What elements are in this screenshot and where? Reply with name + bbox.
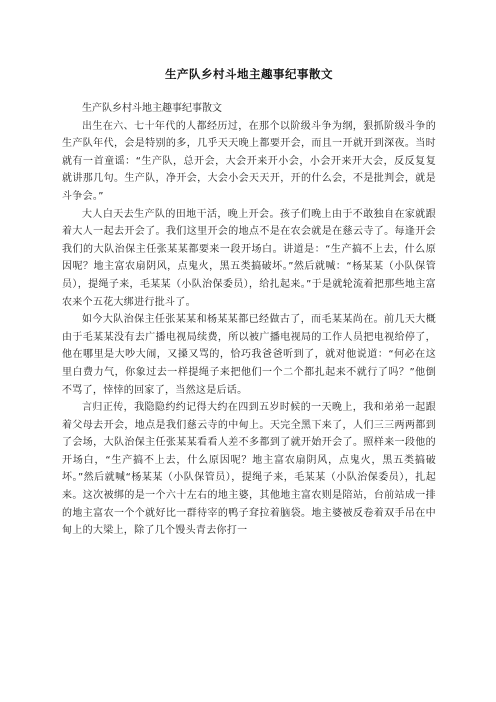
paragraph-4: 言归正传，我隐隐约约记得大约在四到五岁时候的一天晚上，我和弟弟一起跟着父母去开会，地点是我们慈云寺的中甸上。天完全黑下来了，人们三三两两都到了会场，大队治保主任张某某看看人差不多都到了就开始开会了。照样来一段他的开场白，“生产搞不上去，什么原因呢？地主富农扇阴风，点鬼火，黑五类搞破坏。”然后就喊“杨某某（小队保管员），提绳子来，毛某某（小队治保委员），扎起来。这次被绑的是一个六十左右的地主婆，其他地主富农则是陪站，台前站成一排的地主富农一个个就好比一群待宰的鸭子耷拉着脑袋。地主婆被反卷着双手吊在中甸上的大梁上，除了几个馒头青去你打一 (62, 402, 436, 537)
document-title: 生产队乡村斗地主趣事纪事散文 (165, 67, 333, 81)
paragraph-1: 出生在六、七十年代的人都经历过，在那个以阶级斗争为纲，狠抓阶级斗争的生产队年代，会是特别的多，几乎天天晚上都要开会，而且一开就开到深夜。当时就有一首童谣：“生产队，总开会，大会开来开小会，小会开来开大会，反反复复就讲那几句。生产队，净开会，大会小会天天开，开的什么会，不是批判会，就是斗争会。” (62, 120, 436, 202)
paragraph-2: 大人白天去生产队的田地干活，晚上开会。孩子们晚上由于不敢独自在家就跟着大人一起去开会了。我们这里开会的地点不是在农会就是在慈云寺了。每逢开会我们的大队治保主任张某某都要来一段开场白。讲道是：“生产搞不上去，什么原因呢？地主富农扇阴风，点鬼火，黑五类搞破坏。”然后就喊：“杨某某（小队保管员），提绳子来，毛某某（小队治保委员），给扎起来。”于是就轮流着把那些地主富农来个五花大绑进行批斗了。 (62, 208, 436, 308)
document-subtitle: 生产队乡村斗地主趣事纪事散文 (82, 103, 222, 114)
paragraph-3: 如今大队治保主任张某某和杨某某都已经做古了，而毛某某尚在。前几天大概由于毛某某没有去广播电视局续费，所以被广播电视局的工作人员把电视给停了，他在哪里是大吵大闹，又搡又骂的，恰巧我爸爸听到了，就对他说道：“何必在这里白费力气，你象过去一样提绳子来把他们一个二个都扎起来不就行了吗？”他倒不骂了，悻悻的回家了，当然这是后话。 (62, 314, 436, 396)
